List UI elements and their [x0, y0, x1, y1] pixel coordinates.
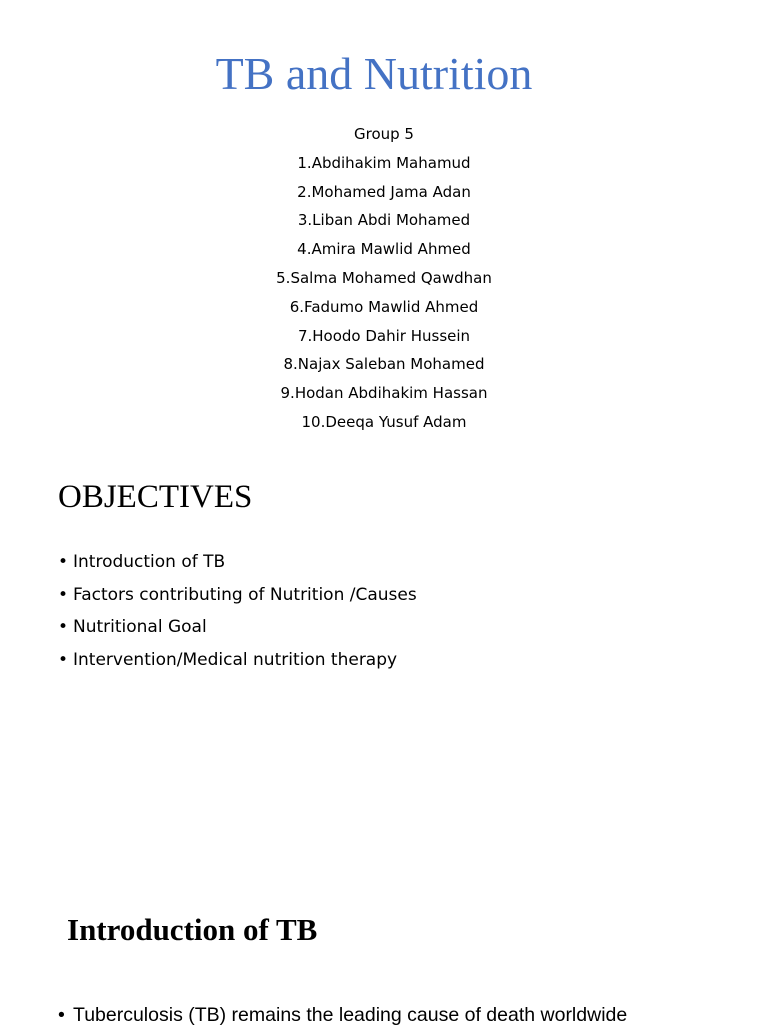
member-item: 9.Hodan Abdihakim Hassan	[280, 384, 488, 403]
member-item: 2.Mohamed Jama Adan	[297, 182, 471, 201]
list-item	[58, 645, 417, 678]
objectives-list	[58, 547, 417, 677]
bullet-icon: •	[58, 1004, 65, 1026]
member-item: 6.Fadumo Mawlid Ahmed	[289, 297, 479, 316]
member-item: 10.Deeqa Yusuf Adam	[301, 412, 467, 431]
intro-paragraph	[58, 1000, 627, 1030]
list-item-label: Nutritional Goal	[73, 617, 207, 637]
list-item-label: Factors contributing of Nutrition /Causes	[73, 584, 417, 605]
member-item: 3.Liban Abdi Mohamed	[297, 211, 471, 230]
member-item: 4.Amira Mawlid Ahmed	[297, 240, 471, 259]
member-item: 5.Salma Mohamed Qawdhan	[276, 268, 492, 287]
list-item	[58, 547, 417, 580]
member-item: 7.Hoodo Dahir Hussein	[297, 326, 471, 345]
bullet-icon: •	[58, 617, 69, 637]
list-item-label: Intervention/Medical nutrition therapy	[73, 649, 398, 670]
objectives-heading: OBJECTIVES	[58, 479, 253, 515]
bullet-icon: •	[58, 584, 69, 605]
list-item	[58, 612, 417, 645]
member-list	[0, 121, 768, 438]
list-item-label: Introduction of TB	[73, 552, 226, 572]
member-item: 1.Abdihakim Mahamud	[297, 153, 471, 172]
page-title: TB and Nutrition	[215, 48, 533, 99]
list-item	[58, 580, 417, 613]
intro-line: Tuberculosis (TB) remains the leading cause of death worldwide	[73, 1004, 628, 1026]
group-label: Group 5	[354, 125, 414, 143]
member-item: 8.Najax Saleban Mohamed	[283, 355, 485, 374]
bullet-icon: •	[58, 649, 69, 670]
bullet-icon: •	[58, 552, 69, 572]
intro-heading: Introduction of TB	[67, 912, 318, 947]
